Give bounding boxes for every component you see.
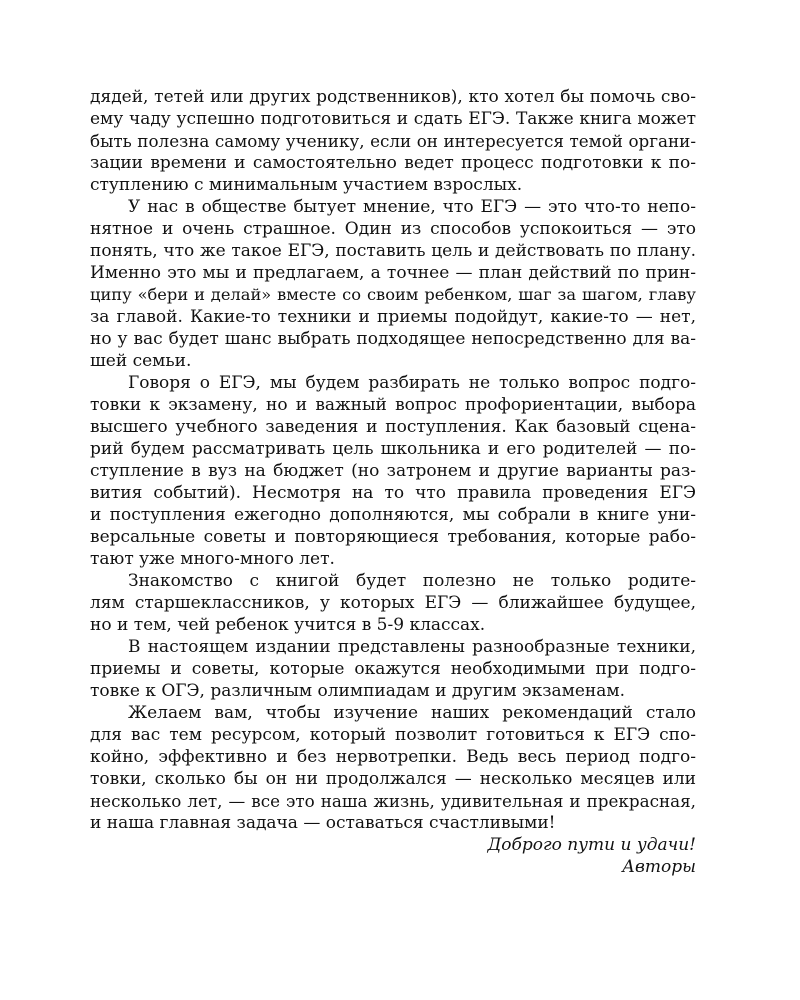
text-line: лям старшеклассников, у которых ЕГЭ — ближайшее будущее, (90, 593, 696, 613)
text-line: товке к ОГЭ, различным олимпиадам и другим экзаменам. (90, 681, 625, 701)
text-line: высшего учебного заведения и поступления. Как базовый сцена- (90, 417, 696, 437)
text-line: В настоящем издании представлены разнообразные техники, (128, 637, 696, 657)
text-line: Говоря о ЕГЭ, мы будем разбирать не только вопрос подго- (128, 373, 696, 393)
text-line: рий будем рассматривать цель школьника и его родителей — по- (90, 439, 696, 459)
paragraph-1 (90, 86, 696, 196)
signoff-author: Авторы (622, 857, 696, 877)
text-line: нятное и очень страшное. Один из способов успокоиться — это (90, 219, 696, 239)
text-line: Знакомство с книгой будет полезно не только родите- (128, 571, 696, 591)
text-line: товки к экзамену, но и важный вопрос профориентации, выбора (90, 395, 696, 415)
text-line: но и тем, чей ребенок учится в 5-9 классах. (90, 615, 486, 635)
paragraph-5 (90, 636, 696, 702)
text-line: ципу «бери и делай» вместе со своим ребенком, шаг за шагом, главу (90, 285, 696, 304)
text-line: и наша главная задача — оставаться счастливыми! (90, 813, 556, 833)
paragraph-6 (90, 702, 696, 834)
paragraph-2 (90, 196, 696, 372)
text-line: Желаем вам, чтобы изучение наших рекомендаций стало (128, 703, 696, 723)
text-line: для вас тем ресурсом, который позволит готовиться к ЕГЭ спо- (90, 725, 696, 745)
text-line: ступление в вуз на бюджет (но затронем и другие варианты раз- (90, 461, 696, 481)
page-text (90, 86, 696, 878)
text-line: быть полезна самому ученику, если он интересуется темой органи- (90, 131, 696, 151)
signoff (90, 834, 696, 878)
text-line: несколько лет, — все это наша жизнь, удивительная и прекрасная, (90, 791, 696, 811)
text-line: товки, сколько бы он ни продолжался — несколько месяцев или (90, 769, 696, 789)
text-line: но у вас будет шанс выбрать подходящее непосредственно для ва- (90, 329, 696, 349)
text-line: за главой. Какие-то техники и приемы подойдут, какие-то — нет, (90, 307, 696, 327)
text-line: версальные советы и повторяющиеся требования, которые рабо- (90, 527, 696, 547)
text-line: ему чаду успешно подготовиться и сдать ЕГЭ. Также книга может (90, 109, 696, 129)
text-line: понять, что же такое ЕГЭ, поставить цель и действовать по плану. (90, 241, 696, 261)
text-line: ступлению с минимальным участием взрослых. (90, 175, 523, 195)
text-line: койно, эффективно и без нервотрепки. Ведь весь период подго- (90, 747, 696, 767)
text-line: и поступления ежегодно дополняются, мы собрали в книге уни- (90, 505, 696, 525)
text-line: тают уже много-много лет. (90, 549, 335, 569)
text-line: У нас в обществе бытует мнение, что ЕГЭ — это что-то непо- (128, 197, 696, 217)
text-line: вития событий). Несмотря на то что правила проведения ЕГЭ (90, 483, 696, 503)
text-line: дядей, тетей или других родственников), кто хотел бы помочь сво- (90, 87, 696, 107)
signoff-wish: Доброго пути и удачи! (487, 835, 696, 855)
text-line: зации времени и самостоятельно ведет процесс подготовки к по- (90, 153, 696, 173)
paragraph-4 (90, 570, 696, 636)
text-line: приемы и советы, которые окажутся необходимыми при подго- (90, 659, 696, 679)
text-line: Именно это мы и предлагаем, а точнее — план действий по прин- (90, 263, 696, 283)
text-line: шей семьи. (90, 351, 192, 371)
paragraph-3 (90, 372, 696, 570)
